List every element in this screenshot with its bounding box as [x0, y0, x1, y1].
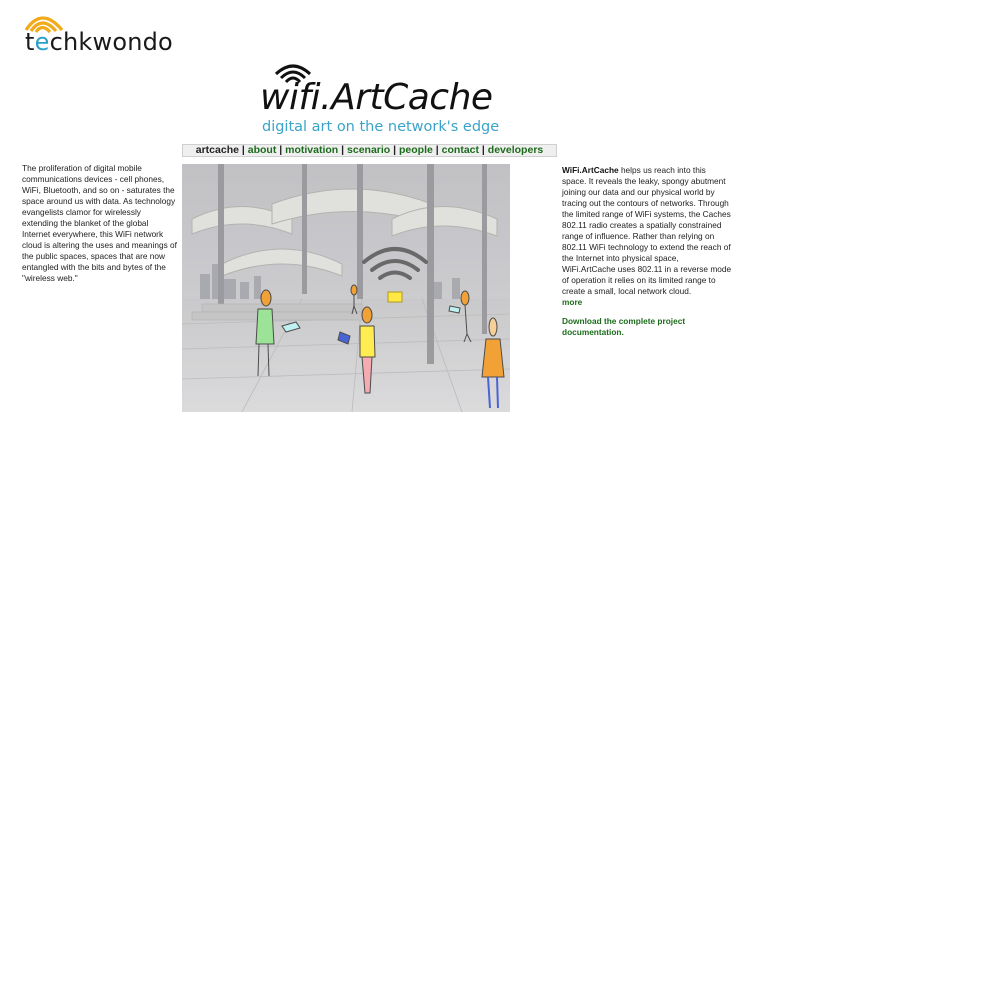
nav-separator: | — [279, 144, 283, 156]
nav-separator: | — [241, 144, 245, 156]
techkwondo-logo[interactable] — [22, 10, 172, 58]
hero-logo — [258, 62, 500, 142]
scenario-illustration — [182, 164, 510, 412]
nav-separator: | — [435, 144, 439, 156]
nav-separator: | — [341, 144, 345, 156]
nav-link-scenario[interactable]: scenario — [347, 144, 391, 156]
nav-link-people[interactable]: people — [399, 144, 433, 156]
more-link[interactable]: more — [562, 297, 583, 307]
nav-link-contact[interactable]: contact — [441, 144, 479, 156]
nav-separator: | — [393, 144, 397, 156]
project-description — [562, 165, 732, 338]
project-summary — [562, 165, 732, 297]
nav-link-about[interactable]: about — [247, 144, 277, 156]
project-summary-text: helps us reach into this space. It reveals the leaky, spongy abutment joining our data and our physical world by tracing out the contours of networks. Through the limited range of WiFi systems, the Caches 802.11 radio creates a spatially constrained range of influence. Rather than relying on 802.11 WiFi technology to extend the reach of the Internet into physical space, WiFi.ArtCache uses 802.11 in a reverse mode of operation it relies on its limited range to create a small, local network cloud. — [562, 165, 732, 296]
nav-separator: | — [481, 144, 485, 156]
nav-link-developers[interactable]: developers — [487, 144, 544, 156]
hero-title: wifi.ArtCache — [260, 77, 493, 118]
brand-wordmark: techkwondo — [25, 28, 173, 56]
hero-tagline: digital art on the network's edge — [262, 119, 500, 135]
nav-link-motivation[interactable]: motivation — [285, 144, 339, 156]
main-nav — [182, 144, 557, 157]
intro-paragraph: The proliferation of digital mobile communications devices - cell phones, WiFi, Bluetooth, and so on - saturates the space around us with data. As technology evangelists clamor for wirelessly extending the blanket of the global Internet everywhere, this WiFi network cloud is altering the uses and meanings of the public spaces, spaces that are now entangled with the bits and bytes of the "wireless web." — [22, 163, 177, 283]
project-name: WiFi.ArtCache — [562, 165, 619, 175]
download-documentation-link[interactable]: Download the complete project documentation. — [562, 316, 686, 337]
nav-current-artcache: artcache — [195, 144, 239, 156]
